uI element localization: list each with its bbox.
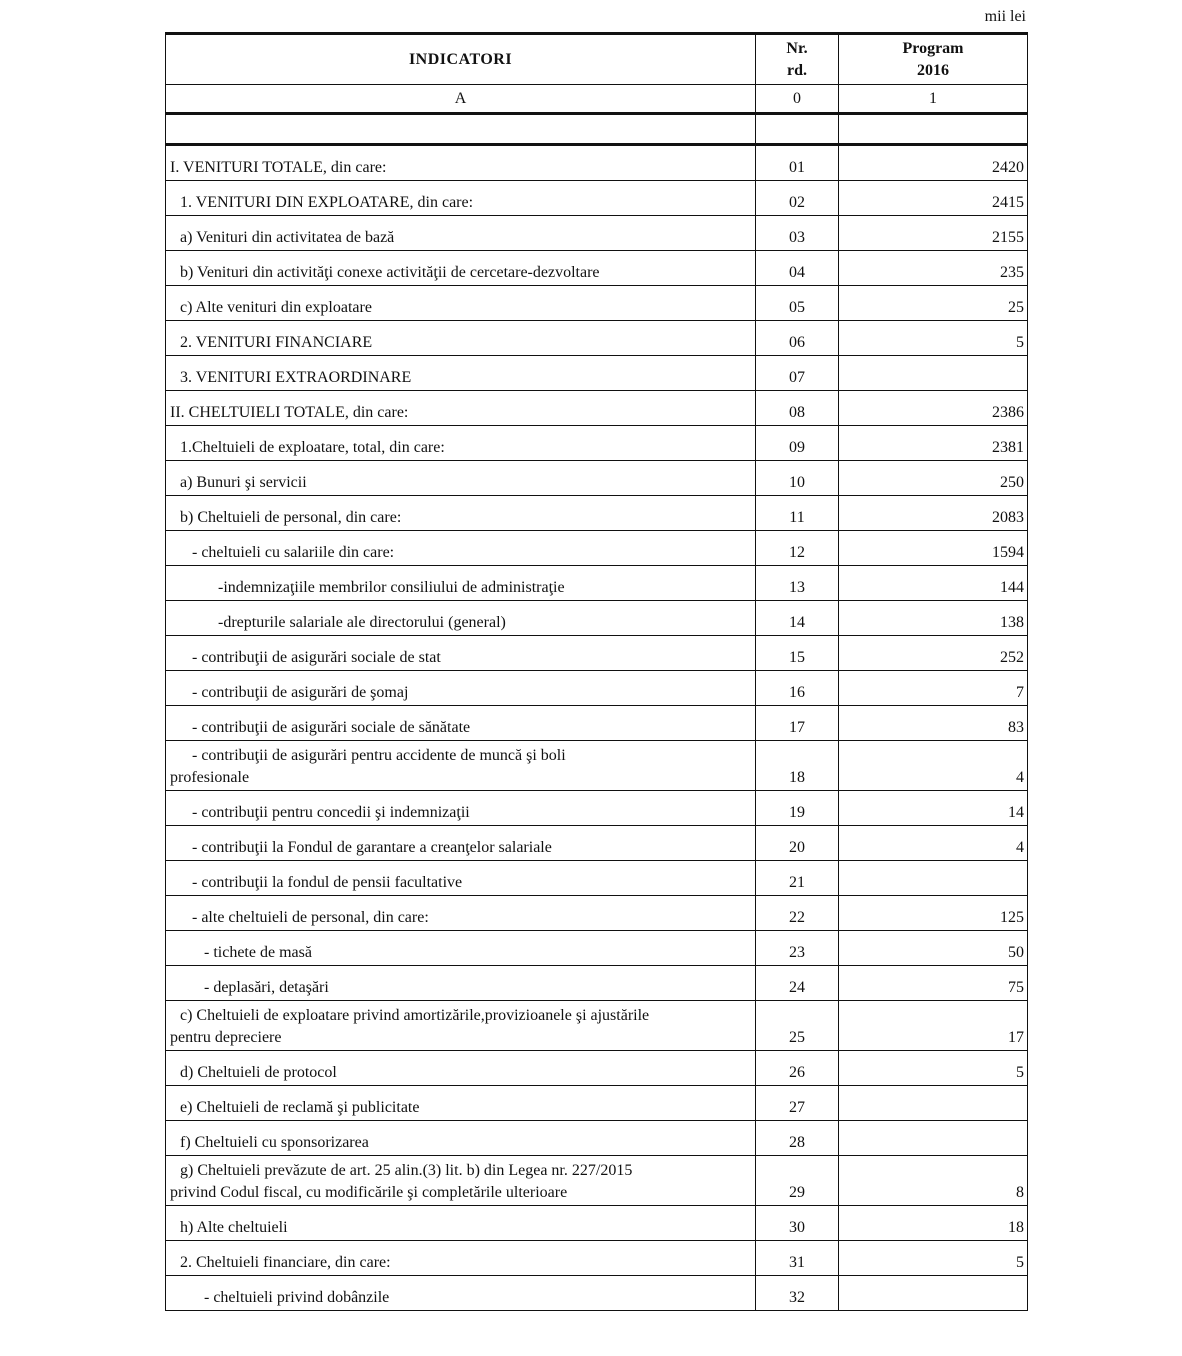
spacer-cell [839, 114, 1028, 145]
indicator-label [166, 1276, 756, 1311]
header-row-number [756, 34, 839, 85]
indicator-label [166, 671, 756, 706]
indicator-label [166, 966, 756, 1001]
indicator-label-continuation: privind Codul fiscal, cu modificările şi completările ulterioare [170, 1184, 568, 1201]
indicator-label [166, 791, 756, 826]
spacer-cell [166, 114, 756, 145]
indicator-label [166, 566, 756, 601]
table-row [166, 181, 1028, 216]
program-value [839, 861, 1028, 896]
indicator-label [166, 496, 756, 531]
table-row [166, 1156, 1028, 1206]
indicator-label [166, 601, 756, 636]
program-value: 252 [839, 636, 1028, 671]
table-row [166, 1206, 1028, 1241]
row-number: 27 [756, 1086, 839, 1121]
row-number: 19 [756, 791, 839, 826]
program-value: 5 [839, 321, 1028, 356]
indicator-label [166, 356, 756, 391]
indicator-label-line: - contribuţii de asigurări de şomaj [192, 684, 409, 701]
program-value: 4 [839, 741, 1028, 791]
indicator-label [166, 1051, 756, 1086]
unit-label: mii lei [984, 8, 1026, 25]
indicator-label-line: - contribuţii la fondul de pensii facultative [192, 874, 463, 891]
row-number: 16 [756, 671, 839, 706]
table-row [166, 636, 1028, 671]
program-value [839, 1086, 1028, 1121]
indicator-label [166, 321, 756, 356]
row-number: 28 [756, 1121, 839, 1156]
indicator-label [166, 286, 756, 321]
indicator-label [166, 896, 756, 931]
program-value: 5 [839, 1241, 1028, 1276]
row-number: 11 [756, 496, 839, 531]
table-row [166, 461, 1028, 496]
header-program [839, 34, 1028, 85]
indicator-label-line: b) Cheltuieli de personal, din care: [180, 509, 402, 526]
indicator-label-line: a) Venituri din activitatea de bază [180, 229, 395, 246]
row-number: 32 [756, 1276, 839, 1311]
program-value [839, 1121, 1028, 1156]
indicator-label-line: e) Cheltuieli de reclamă şi publicitate [180, 1099, 420, 1116]
indicator-label-line: -indemnizaţiile membrilor consiliului de administraţie [218, 579, 565, 596]
program-value: 235 [839, 251, 1028, 286]
header-nr-line2: rd. [787, 61, 807, 79]
indicator-label-line: -drepturile salariale ale directorului (general) [218, 614, 506, 631]
program-value: 138 [839, 601, 1028, 636]
program-value: 50 [839, 931, 1028, 966]
table-row [166, 1001, 1028, 1051]
program-value: 75 [839, 966, 1028, 1001]
table-row [166, 321, 1028, 356]
table-row [166, 741, 1028, 791]
row-number: 31 [756, 1241, 839, 1276]
row-number: 18 [756, 741, 839, 791]
indicator-label-line: 2. Cheltuieli financiare, din care: [180, 1254, 391, 1271]
table-row [166, 426, 1028, 461]
indicator-label-line: h) Alte cheltuieli [180, 1219, 288, 1236]
row-number: 12 [756, 531, 839, 566]
table-row [166, 1276, 1028, 1311]
row-number: 23 [756, 931, 839, 966]
indicator-label-line: c) Alte venituri din exploatare [180, 299, 372, 316]
row-number: 29 [756, 1156, 839, 1206]
table-row [166, 1121, 1028, 1156]
table-row [166, 145, 1028, 181]
indicator-label [166, 1001, 756, 1051]
program-value: 14 [839, 791, 1028, 826]
spacer-row [166, 114, 1028, 145]
header-nr-line1: Nr. [786, 39, 808, 57]
program-value: 4 [839, 826, 1028, 861]
indicator-label-line: - contribuţii de asigurări sociale de stat [192, 649, 441, 666]
program-value: 5 [839, 1051, 1028, 1086]
indicator-label [166, 1206, 756, 1241]
row-number: 24 [756, 966, 839, 1001]
column-index-1: 1 [839, 85, 1028, 114]
indicator-label-line: 1. VENITURI DIN EXPLOATARE, din care: [180, 194, 474, 211]
table-row [166, 861, 1028, 896]
indicator-label-line: I. VENITURI TOTALE, din care: [170, 159, 387, 176]
indicator-label-line: a) Bunuri şi servicii [180, 474, 307, 491]
program-value: 125 [839, 896, 1028, 931]
program-value: 2083 [839, 496, 1028, 531]
table-row [166, 896, 1028, 931]
indicator-label [166, 391, 756, 426]
indicator-label-line: 1.Cheltuieli de exploatare, total, din care: [180, 439, 445, 456]
row-number: 07 [756, 356, 839, 391]
table-row [166, 1241, 1028, 1276]
indicator-label [166, 1121, 756, 1156]
program-value: 2420 [839, 145, 1028, 181]
indicator-label-line: - contribuţii pentru concedii şi indemnizaţii [192, 804, 470, 821]
indicator-label [166, 1156, 756, 1206]
table-row [166, 356, 1028, 391]
indicator-label [166, 426, 756, 461]
row-number: 05 [756, 286, 839, 321]
indicator-label-line: - contribuţii de asigurări pentru accidente de muncă şi boli [192, 747, 566, 764]
indicator-label [166, 1241, 756, 1276]
indicator-label-line: - contribuţii de asigurări sociale de sănătate [192, 719, 471, 736]
indicator-label [166, 461, 756, 496]
program-value: 17 [839, 1001, 1028, 1051]
program-value: 2155 [839, 216, 1028, 251]
row-number: 06 [756, 321, 839, 356]
program-value [839, 356, 1028, 391]
row-number: 20 [756, 826, 839, 861]
table-row [166, 791, 1028, 826]
table-row [166, 531, 1028, 566]
indicator-label [166, 861, 756, 896]
table-row [166, 826, 1028, 861]
indicator-label-line: f) Cheltuieli cu sponsorizarea [180, 1134, 369, 1151]
row-number: 25 [756, 1001, 839, 1051]
column-index-row [166, 85, 1028, 114]
table-row [166, 566, 1028, 601]
table-row [166, 1051, 1028, 1086]
spacer-cell [756, 114, 839, 145]
row-number: 14 [756, 601, 839, 636]
indicator-label-line: d) Cheltuieli de protocol [180, 1064, 337, 1081]
program-value: 2381 [839, 426, 1028, 461]
column-index-a: A [166, 85, 756, 114]
indicator-label-line: 3. VENITURI EXTRAORDINARE [180, 369, 412, 386]
row-number: 15 [756, 636, 839, 671]
header-program-line2: 2016 [917, 61, 949, 79]
row-number: 01 [756, 145, 839, 181]
row-number: 10 [756, 461, 839, 496]
row-number: 02 [756, 181, 839, 216]
indicator-label-line: g) Cheltuieli prevăzute de art. 25 alin.(3) lit. b) din Legea nr. 227/2015 [180, 1162, 633, 1179]
table-row [166, 286, 1028, 321]
row-number: 09 [756, 426, 839, 461]
indicator-label-continuation: pentru depreciere [170, 1029, 282, 1046]
table-header-row [166, 34, 1028, 85]
indicator-label-line: b) Venituri din activităţi conexe activităţii de cercetare-dezvoltare [180, 264, 600, 281]
table-row [166, 251, 1028, 286]
indicator-label-line: - cheltuieli privind dobânzile [204, 1289, 390, 1306]
row-number: 21 [756, 861, 839, 896]
table-row [166, 1086, 1028, 1121]
indicator-label [166, 931, 756, 966]
program-value: 2415 [839, 181, 1028, 216]
program-value: 25 [839, 286, 1028, 321]
table-row [166, 966, 1028, 1001]
header-indicators: INDICATORI [166, 34, 756, 85]
row-number: 22 [756, 896, 839, 931]
table-row [166, 706, 1028, 741]
indicator-label-line: - tichete de masă [204, 944, 312, 961]
row-number: 26 [756, 1051, 839, 1086]
column-index-0: 0 [756, 85, 839, 114]
program-value: 1594 [839, 531, 1028, 566]
row-number: 08 [756, 391, 839, 426]
program-value: 7 [839, 671, 1028, 706]
program-value: 144 [839, 566, 1028, 601]
budget-table [165, 32, 1028, 1311]
table-row [166, 216, 1028, 251]
row-number: 13 [756, 566, 839, 601]
indicator-label-line: 2. VENITURI FINANCIARE [180, 334, 373, 351]
indicator-label [166, 826, 756, 861]
indicator-label [166, 531, 756, 566]
row-number: 17 [756, 706, 839, 741]
table-row [166, 931, 1028, 966]
program-value: 2386 [839, 391, 1028, 426]
program-value: 18 [839, 1206, 1028, 1241]
row-number: 03 [756, 216, 839, 251]
table-row [166, 601, 1028, 636]
indicator-label-line: - contribuţii la Fondul de garantare a creanţelor salariale [192, 839, 552, 856]
indicator-label [166, 251, 756, 286]
indicator-label-continuation: profesionale [170, 769, 250, 786]
indicator-label-line: - alte cheltuieli de personal, din care: [192, 909, 429, 926]
indicator-label-line: II. CHELTUIELI TOTALE, din care: [170, 404, 409, 421]
indicator-label [166, 181, 756, 216]
table-row [166, 496, 1028, 531]
indicator-label-line: - cheltuieli cu salariile din care: [192, 544, 395, 561]
program-value: 8 [839, 1156, 1028, 1206]
indicator-label [166, 706, 756, 741]
table-row [166, 391, 1028, 426]
program-value: 250 [839, 461, 1028, 496]
indicator-label [166, 216, 756, 251]
table-row [166, 671, 1028, 706]
indicator-label-line: - deplasări, detaşări [204, 979, 329, 996]
indicator-label [166, 741, 756, 791]
header-program-line1: Program [902, 39, 964, 57]
indicator-label [166, 1086, 756, 1121]
row-number: 04 [756, 251, 839, 286]
program-value: 83 [839, 706, 1028, 741]
indicator-label-line: c) Cheltuieli de exploatare privind amortizările,provizioanele şi ajustările [180, 1007, 650, 1024]
program-value [839, 1276, 1028, 1311]
indicator-label [166, 145, 756, 181]
indicator-label [166, 636, 756, 671]
row-number: 30 [756, 1206, 839, 1241]
